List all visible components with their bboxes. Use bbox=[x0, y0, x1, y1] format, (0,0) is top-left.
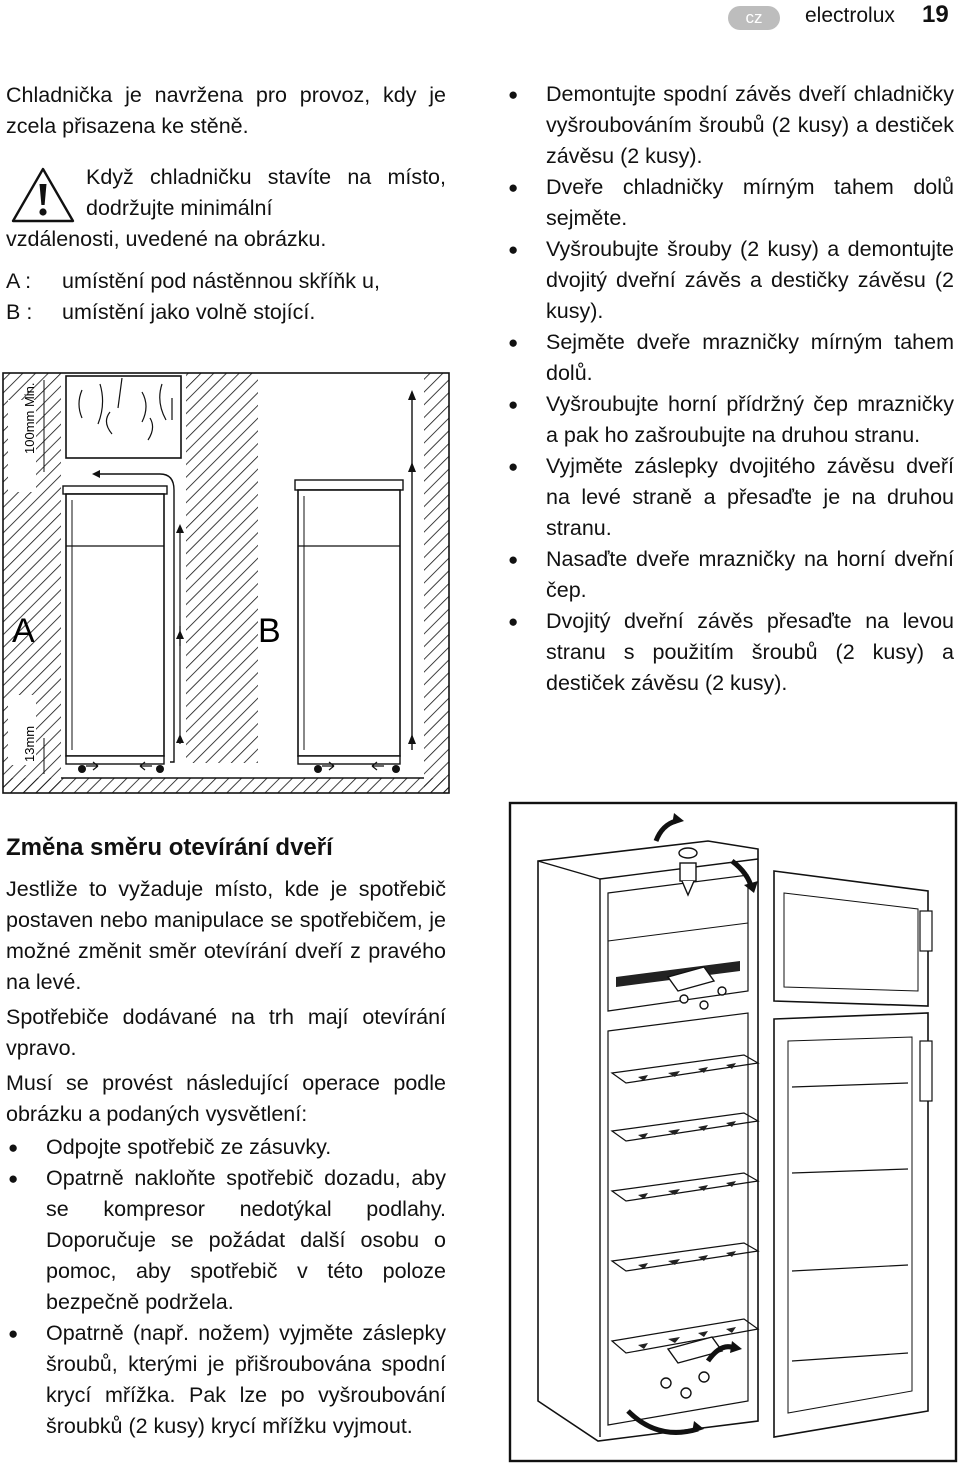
warning-text-line2: vzdálenosti, uvedené na obrázku. bbox=[6, 227, 327, 251]
section-step: ● Opatrně nakloňte spotřebič dozadu, aby se kompresor nedotýkal podlahy. Doporučuje se požádat další osobu o pomoc, aby spotřebič v této poloze bezpečně podržela. bbox=[6, 1163, 446, 1318]
section-step: ● Opatrně (např. nožem) vyjměte záslepky šroubů, kterými je přišroubována spodní krycí mřížka. Pak lze po vyšroubování šroubků (2 kusy) krycí mřížku vyjmout. bbox=[6, 1318, 446, 1442]
right-step: ● Dveře chladničky mírným tahem dolů sejměte. bbox=[506, 172, 954, 234]
legend-key-b: B : bbox=[6, 300, 33, 324]
freezer-door bbox=[774, 871, 928, 1006]
section-body bbox=[6, 874, 446, 1442]
right-steps-block bbox=[506, 79, 954, 699]
section-title: Změna směru otevírání dveří bbox=[6, 834, 333, 861]
door-reversal-diagram bbox=[508, 801, 958, 1463]
figure-label-b: B bbox=[258, 612, 281, 650]
right-step: ● Vyšroubujte horní přídržný čep mrazničky a pak ho zašroubujte na druhou stranu. bbox=[506, 389, 954, 451]
section-steps-list bbox=[6, 1132, 446, 1442]
warning-block bbox=[6, 162, 446, 255]
page-header bbox=[0, 0, 960, 40]
legend-text-a: umístění pod nástěnnou skříňk u, bbox=[62, 269, 380, 293]
legend-row-b bbox=[6, 297, 315, 328]
floor bbox=[3, 778, 449, 793]
right-step: ● Sejměte dveře mrazničky mírným tahem dolů. bbox=[506, 327, 954, 389]
right-step: ● Nasaďte dveře mrazničky na horní dveřní čep. bbox=[506, 544, 954, 606]
legend-text-b: umístění jako volně stojící. bbox=[62, 300, 316, 324]
brand-name: electrolux bbox=[805, 4, 895, 27]
figure-label-a: A bbox=[12, 612, 35, 650]
clearance-diagram bbox=[0, 370, 452, 796]
wall-middle bbox=[186, 373, 258, 763]
warning-triangle-icon bbox=[10, 166, 76, 224]
dimension-top-label: 100mm Min. bbox=[22, 382, 37, 454]
warning-text-line1: Když chladničku stavíte na místo, dodržujte minimální bbox=[86, 165, 446, 220]
fridge-b bbox=[298, 490, 400, 756]
right-step: ● Dvojitý dveřní závěs přesaďte na levou stranu s použitím šroubů (2 kusy) a destiček závěsu (2 kusy). bbox=[506, 606, 954, 699]
wall-right bbox=[424, 373, 449, 793]
right-steps-list bbox=[506, 79, 954, 699]
language-badge: cz bbox=[728, 6, 780, 30]
right-step: ● Demontujte spodní závěs dveří chladničky vyšroubováním šroubů (2 kusy) a destiček závěsu (2 kusy). bbox=[506, 79, 954, 172]
section-paragraph-1: Jestliže to vyžaduje místo, kde je spotřebič postaven nebo manipulace se spotřebičem, je možné změnit směr otevírání dveří z pravého na levé. bbox=[6, 877, 446, 994]
intro-paragraph bbox=[6, 80, 446, 142]
right-step: ● Vyšroubujte šrouby (2 kusy) a demontujte dvojitý dveřní závěs a destičky závěsu (2 kusy). bbox=[506, 234, 954, 327]
fridge-a bbox=[66, 494, 164, 756]
fridge-cabinet bbox=[538, 841, 758, 1441]
intro-text: Chladnička je navržena pro provoz, kdy je zcela přisazena ke stěně. bbox=[6, 83, 446, 138]
dimension-bottom-label: 13mm bbox=[22, 725, 37, 762]
right-step: ● Vyjměte záslepky dvojitého závěsu dveří na levé straně a přesaďte je na druhou stranu. bbox=[506, 451, 954, 544]
section-paragraph-2: Spotřebiče dodávané na trh mají otevírání vpravo. bbox=[6, 1005, 446, 1060]
fridge-door bbox=[774, 1013, 928, 1437]
wall-cabinet bbox=[66, 376, 181, 458]
page-number: 19 bbox=[922, 1, 949, 28]
legend-row-a bbox=[6, 266, 380, 297]
section-paragraph-3: Musí se provést následující operace podle obrázku a podaných vysvětlení: bbox=[6, 1071, 446, 1126]
legend-key-a: A : bbox=[6, 269, 32, 293]
section-step: ● Odpojte spotřebič ze zásuvky. bbox=[6, 1132, 446, 1163]
